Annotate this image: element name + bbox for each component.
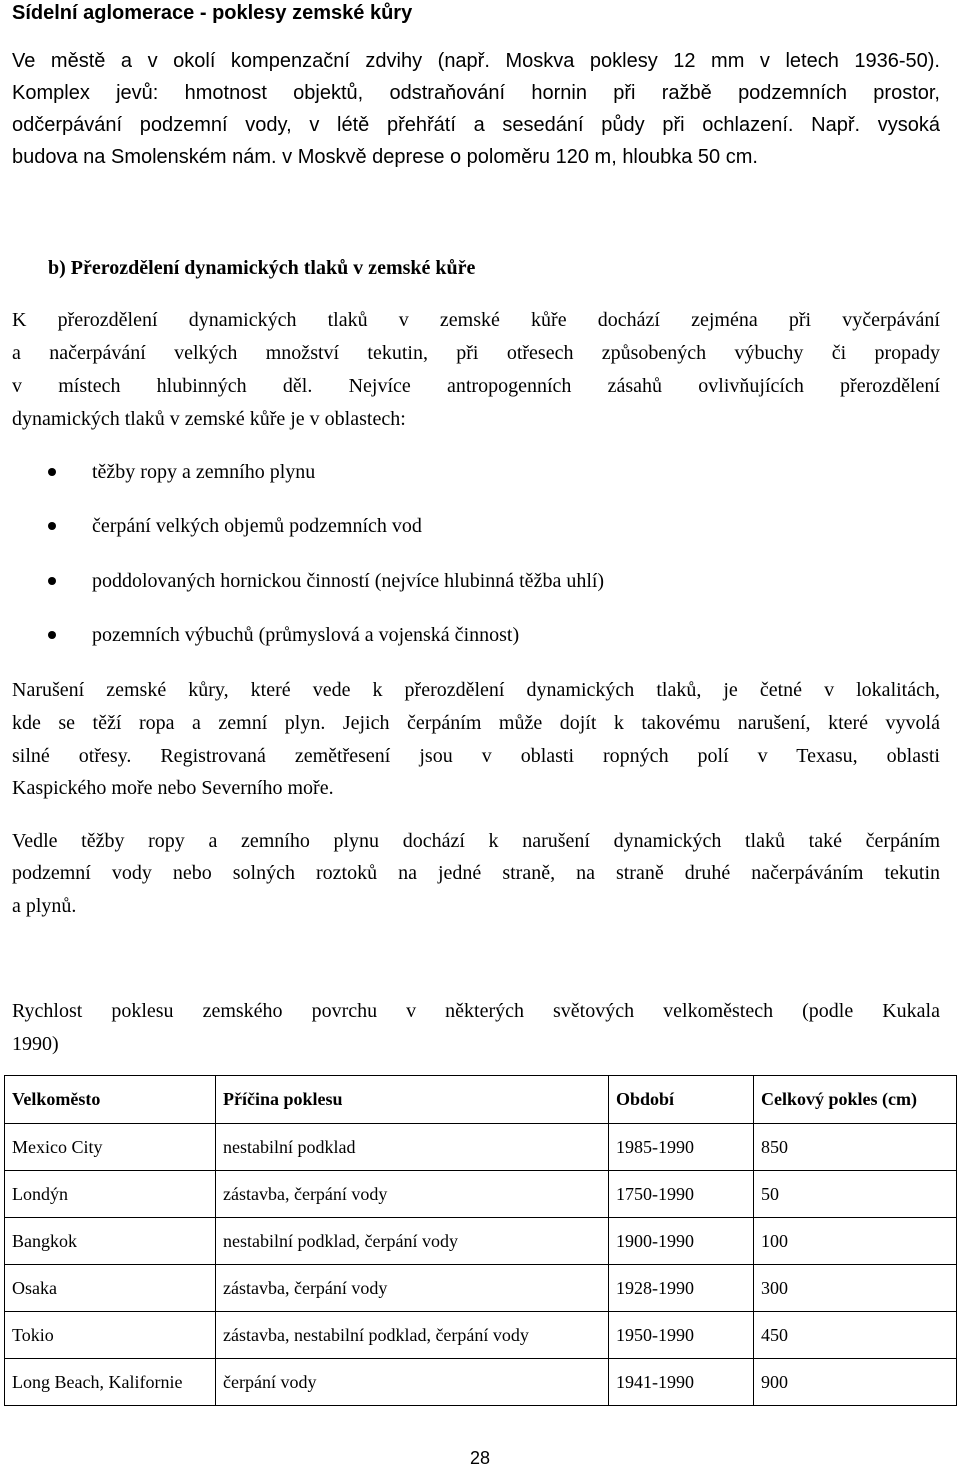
header-period: Období [609, 1076, 754, 1124]
document-page: Sídelní aglomerace - poklesy zemské kůry Ve městě a v okolí kompenzační zdvihy (např. Moskva poklesy 12 mm v letech 1936-50). Komplex jevů: hmotnost objektů, odstraňování hornin při ražbě podzemních prostor, odčerpávání podzemní vody, v létě přehřátí a sesedání půdy při ochlazení. Např. vysoká budova na Smolenském nám. v Moskvě deprese o poloměru 120 m, hloubka 50 cm. b) Přerozdělení dynamických tlaků v zemské kůře K přerozdělení dynamických tlaků v zemské kůře dochází zejména při vyčerpávání a načerpávání velkých množství tekutin, při otřesech způsobených výbuchy či propady v místech hlubinných děl. Nejvíce antropogenních zásahů ovlivňujících přerozdělení dynamických tlaků v zemské kůře je v oblastech: těžby ropy a zemního plynu čerpání velkých objemů podzemních vod poddolovaných hornickou činností (nejvíce hlubinná těžba uhlí) pozemních výbuchů (průmyslová a vojenská činnost) Narušení zemské kůry, které vede k přerozdělení dynamických tlaků, je četné v lokalitách, kde se těží ropa a zemní plyn. Jejich čerpáním může dojít k takovému narušení, které vyvolá silné otřesy. Registrovaná zemětřesení jsou v oblasti ropných polí v Texasu, oblasti Kaspického moře nebo Severního moře. Vedle těžby ropy a zemního plynu dochází k narušení dynamických tlaků také čerpáním podzemní vody nebo solných roztoků na jedné straně, na straně druhé načerpáváním tekutin a plynů. Rychlost poklesu zemského povrchu v některých světových velkoměstech (podle Kukala 1990) Velkoměsto Příčina poklesu Období Celkový pokles (cm) Mexico City nestabilní podklad 1985-1990 850 Londýn zástavba, čerpání vody 1750-1990 50 Bangkok nestabilní podklad, čerpání vody 1900-1990 100 Osaka zástavba, čerpání vody 1928-1990 300 Tokio zástavba, nestabilní podklad, čerpání vody 1950-1990 450 Long Beach, Kalifornie čerpání vody 1941-1990 900 28 [0, 0, 960, 1471]
paragraph-line: Kaspického moře nebo Severního moře. [12, 777, 334, 799]
header-city: Velkoměsto [5, 1076, 216, 1124]
cell-city: Bangkok [5, 1218, 216, 1265]
intro-line: Ve městě a v okolí kompenzační zdvihy (např. Moskva poklesy 12 mm v letech 1936-50). [12, 50, 940, 72]
cell-period: 1985-1990 [609, 1124, 754, 1171]
paragraph-line: a plynů. [12, 895, 77, 917]
cell-subsidence: 900 [754, 1359, 957, 1406]
cell-cause: nestabilní podklad, čerpání vody [216, 1218, 609, 1265]
cell-period: 1941-1990 [609, 1359, 754, 1406]
cell-period: 1928-1990 [609, 1265, 754, 1312]
caption-line: 1990) [12, 1033, 59, 1055]
paragraph-line: K přerozdělení dynamických tlaků v zemské kůře dochází zejména při vyčerpávání [12, 309, 940, 331]
cell-subsidence: 300 [754, 1265, 957, 1312]
table-row [5, 1171, 957, 1218]
bullet-icon [48, 468, 56, 476]
intro-line: odčerpávání podzemní vody, v létě přehřátí a sesedání půdy při ochlazení. Např. vysoká [12, 114, 940, 136]
cell-subsidence: 850 [754, 1124, 957, 1171]
paragraph-line: Vedle těžby ropy a zemního plynu dochází k narušení dynamických tlaků také čerpáním [12, 830, 940, 852]
paragraph-line: podzemní vody nebo solných roztoků na jedné straně, na straně druhé načerpáváním tekutin [12, 862, 940, 884]
intro-line: budova na Smolenském nám. v Moskvě deprese o poloměru 120 m, hloubka 50 cm. [12, 146, 758, 168]
page-number: 28 [469, 1448, 491, 1468]
cell-cause: zástavba, nestabilní podklad, čerpání vody [216, 1312, 609, 1359]
cell-cause: čerpání vody [216, 1359, 609, 1406]
intro-paragraph [12, 45, 940, 173]
table-header-row [5, 1076, 957, 1124]
header-cause: Příčina poklesu [216, 1076, 609, 1124]
bullet-icon [48, 631, 56, 639]
table-row [5, 1218, 957, 1265]
cell-period: 1750-1990 [609, 1171, 754, 1218]
cell-city: Tokio [5, 1312, 216, 1359]
caption-line: Rychlost poklesu zemského povrchu v některých světových velkoměstech (podle Kukala [12, 1000, 940, 1022]
cell-subsidence: 450 [754, 1312, 957, 1359]
cell-cause: zástavba, čerpání vody [216, 1171, 609, 1218]
bullet-icon [48, 577, 56, 585]
paragraph-line: kde se těží ropa a zemní plyn. Jejich čerpáním může dojít k takovému narušení, které vyvolá [12, 712, 940, 734]
cell-cause: nestabilní podklad [216, 1124, 609, 1171]
paragraph-line: silné otřesy. Registrovaná zemětřesení jsou v oblasti ropných polí v Texasu, oblasti [12, 745, 940, 767]
intro-line: Komplex jevů: hmotnost objektů, odstraňování hornin při ražbě podzemních prostor, [12, 82, 940, 104]
table-row [5, 1124, 957, 1171]
section-title: Sídelní aglomerace - poklesy zemské kůry [12, 2, 413, 24]
cell-period: 1950-1990 [609, 1312, 754, 1359]
subsection-title: b) Přerozdělení dynamických tlaků v zemské kůře [48, 257, 476, 279]
table-row [5, 1312, 957, 1359]
subsidence-table [4, 1075, 957, 1406]
cell-city: Osaka [5, 1265, 216, 1312]
table-row [5, 1359, 957, 1406]
cell-cause: zástavba, čerpání vody [216, 1265, 609, 1312]
cell-subsidence: 50 [754, 1171, 957, 1218]
bullet-icon [48, 522, 56, 530]
header-total-subsidence: Celkový pokles (cm) [754, 1076, 957, 1124]
cell-period: 1900-1990 [609, 1218, 754, 1265]
paragraph-line: Narušení zemské kůry, které vede k přerozdělení dynamických tlaků, je četné v lokalitách, [12, 679, 940, 701]
cell-subsidence: 100 [754, 1218, 957, 1265]
paragraph-line: dynamických tlaků v zemské kůře je v oblastech: [12, 408, 406, 430]
paragraph-line: a načerpávání velkých množství tekutin, při otřesech způsobených výbuchy či propady [12, 342, 940, 364]
paragraph-line: v místech hlubinných děl. Nejvíce antropogenních zásahů ovlivňujících přerozdělení [12, 375, 940, 397]
table-row [5, 1265, 957, 1312]
cell-city: Mexico City [5, 1124, 216, 1171]
cell-city: Londýn [5, 1171, 216, 1218]
cell-city: Long Beach, Kalifornie [5, 1359, 216, 1406]
